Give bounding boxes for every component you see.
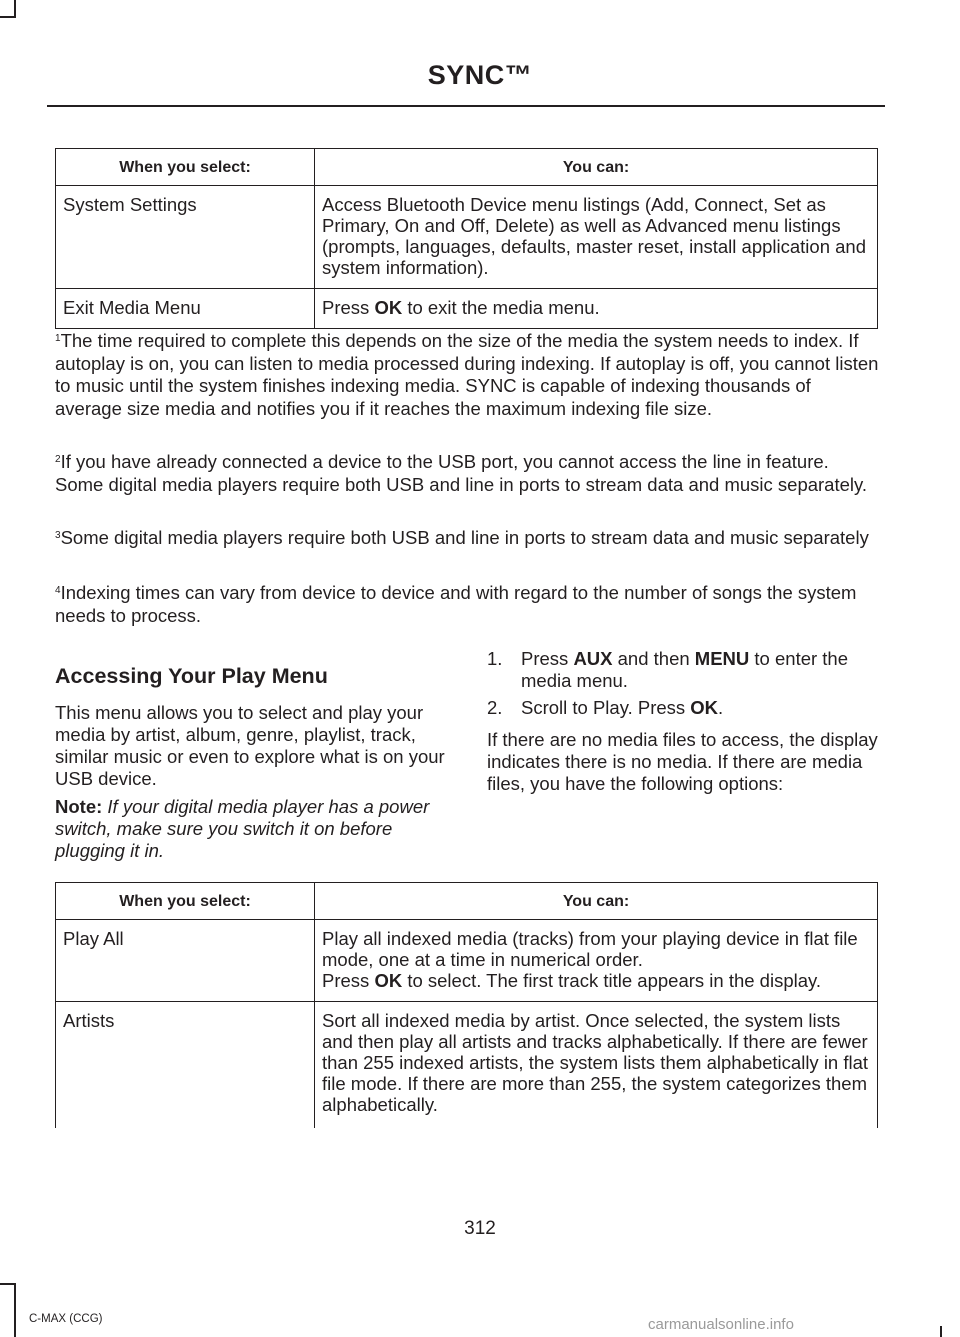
note-text: If your digital media player has a power switch, make sure you switch it on before plugging it in. bbox=[55, 796, 430, 861]
text-fragment: to enter the media menu. bbox=[521, 648, 849, 691]
text-fragment: . bbox=[718, 697, 724, 718]
table-header-row bbox=[56, 149, 878, 186]
cell-action bbox=[315, 920, 878, 1002]
footnote-4 bbox=[55, 582, 881, 627]
cell-action: Access Bluetooth Device menu listings (Add, Connect, Set as Primary, On and Off, Delete) as well as Advanced menu listings (prompts, languages, defaults, master reset, install application and system information). bbox=[315, 186, 878, 289]
cell-action bbox=[315, 289, 878, 329]
text-fragment: Press bbox=[521, 648, 574, 669]
ok-keyword: OK bbox=[374, 970, 403, 991]
intro-paragraph: This menu allows you to select and play your media by artist, album, genre, playlist, track, similar music or even to explore what is on your USB device. bbox=[55, 702, 445, 789]
text-fragment: to exit the media menu. bbox=[402, 297, 600, 318]
footer-model: C-MAX (CCG) bbox=[29, 1313, 103, 1325]
col-header-select: When you select: bbox=[56, 149, 315, 186]
col-header-action: You can: bbox=[315, 883, 878, 920]
text-fragment: Press bbox=[322, 970, 375, 991]
menu-keyword: MENU bbox=[694, 648, 750, 669]
table-row bbox=[56, 186, 878, 289]
settings-table bbox=[55, 148, 878, 329]
footnote-text: Some digital media players require both USB and line in ports to stream data and music separately bbox=[60, 527, 869, 548]
table-row bbox=[56, 1002, 878, 1129]
footnote-mark: 2 bbox=[55, 454, 61, 465]
cell-select: System Settings bbox=[56, 186, 315, 289]
footnote-2 bbox=[55, 451, 881, 496]
footnote-text: If you have already connected a device to the USB port, you cannot access the line in feature. Some digital media players require both USB and line in ports to stream data and music separately. bbox=[55, 451, 868, 495]
note-paragraph bbox=[55, 796, 450, 862]
text-fragment: Press bbox=[322, 297, 375, 318]
ok-keyword: OK bbox=[374, 297, 403, 318]
aux-keyword: AUX bbox=[573, 648, 613, 669]
header-rule bbox=[47, 105, 885, 107]
footnote-text: Indexing times can vary from device to device and with regard to the number of songs the system needs to process. bbox=[55, 582, 857, 626]
section-heading: Accessing Your Play Menu bbox=[55, 664, 328, 688]
footnote-mark: 1 bbox=[55, 333, 61, 344]
page-title: SYNC™ bbox=[427, 60, 533, 90]
col-header-action: You can: bbox=[315, 149, 878, 186]
cell-action: Sort all indexed media by artist. Once selected, the system lists and then play all artists and tracks alphabetically. If there are fewer than 255 indexed artists, the system lists them alphabetically in flat file mode. If there are more than 255, the system categorizes them alphabetically. bbox=[315, 1002, 878, 1129]
text-fragment: Play all indexed media (tracks) from your playing device in flat file mode, one at a time in numerical order. bbox=[322, 928, 858, 970]
text-fragment: Scroll to Play. Press bbox=[521, 697, 691, 718]
cell-select: Artists bbox=[56, 1002, 315, 1129]
text-fragment: to select. The first track title appears in the display. bbox=[402, 970, 822, 991]
page-number: 312 bbox=[464, 1218, 496, 1239]
footnote-mark: 3 bbox=[55, 530, 61, 541]
crop-mark-bottom-left bbox=[14, 1283, 16, 1337]
table-row bbox=[56, 289, 878, 329]
crop-mark-bottom-left-h bbox=[0, 1283, 16, 1285]
step-text bbox=[521, 648, 881, 692]
options-paragraph: If there are no media files to access, the display indicates there is no media. If there are media files, you have the following options: bbox=[487, 729, 878, 794]
footnote-text: The time required to complete this depends on the size of the media the system needs to index. If autoplay is on, you can listen to media processed during indexing. If autoplay is off, you cannot listen to music until the system finishes indexing media. SYNC is capable of indexing thousands of average size media and notifies you if it reaches the maximum indexing file size. bbox=[55, 330, 879, 419]
table-header-row bbox=[56, 883, 878, 920]
footnote-3 bbox=[55, 527, 881, 550]
step-1 bbox=[487, 648, 881, 694]
step-number: 2. bbox=[487, 697, 503, 718]
crop-mark-top-left-h bbox=[0, 16, 16, 18]
footnote-1 bbox=[55, 330, 881, 420]
note-label: Note: bbox=[55, 796, 103, 817]
step-2 bbox=[487, 697, 881, 721]
table-row bbox=[56, 920, 878, 1002]
cell-select: Exit Media Menu bbox=[56, 289, 315, 329]
watermark: carmanualsonline.info bbox=[648, 1316, 794, 1333]
cell-select: Play All bbox=[56, 920, 315, 1002]
play-menu-table bbox=[55, 882, 878, 1128]
step-text bbox=[521, 697, 881, 719]
col-header-select: When you select: bbox=[56, 883, 315, 920]
ok-keyword: OK bbox=[690, 697, 719, 718]
footnote-mark: 4 bbox=[55, 585, 61, 596]
crop-mark-bottom-right bbox=[940, 1326, 942, 1337]
step-number: 1. bbox=[487, 648, 503, 669]
text-fragment: and then bbox=[612, 648, 695, 669]
